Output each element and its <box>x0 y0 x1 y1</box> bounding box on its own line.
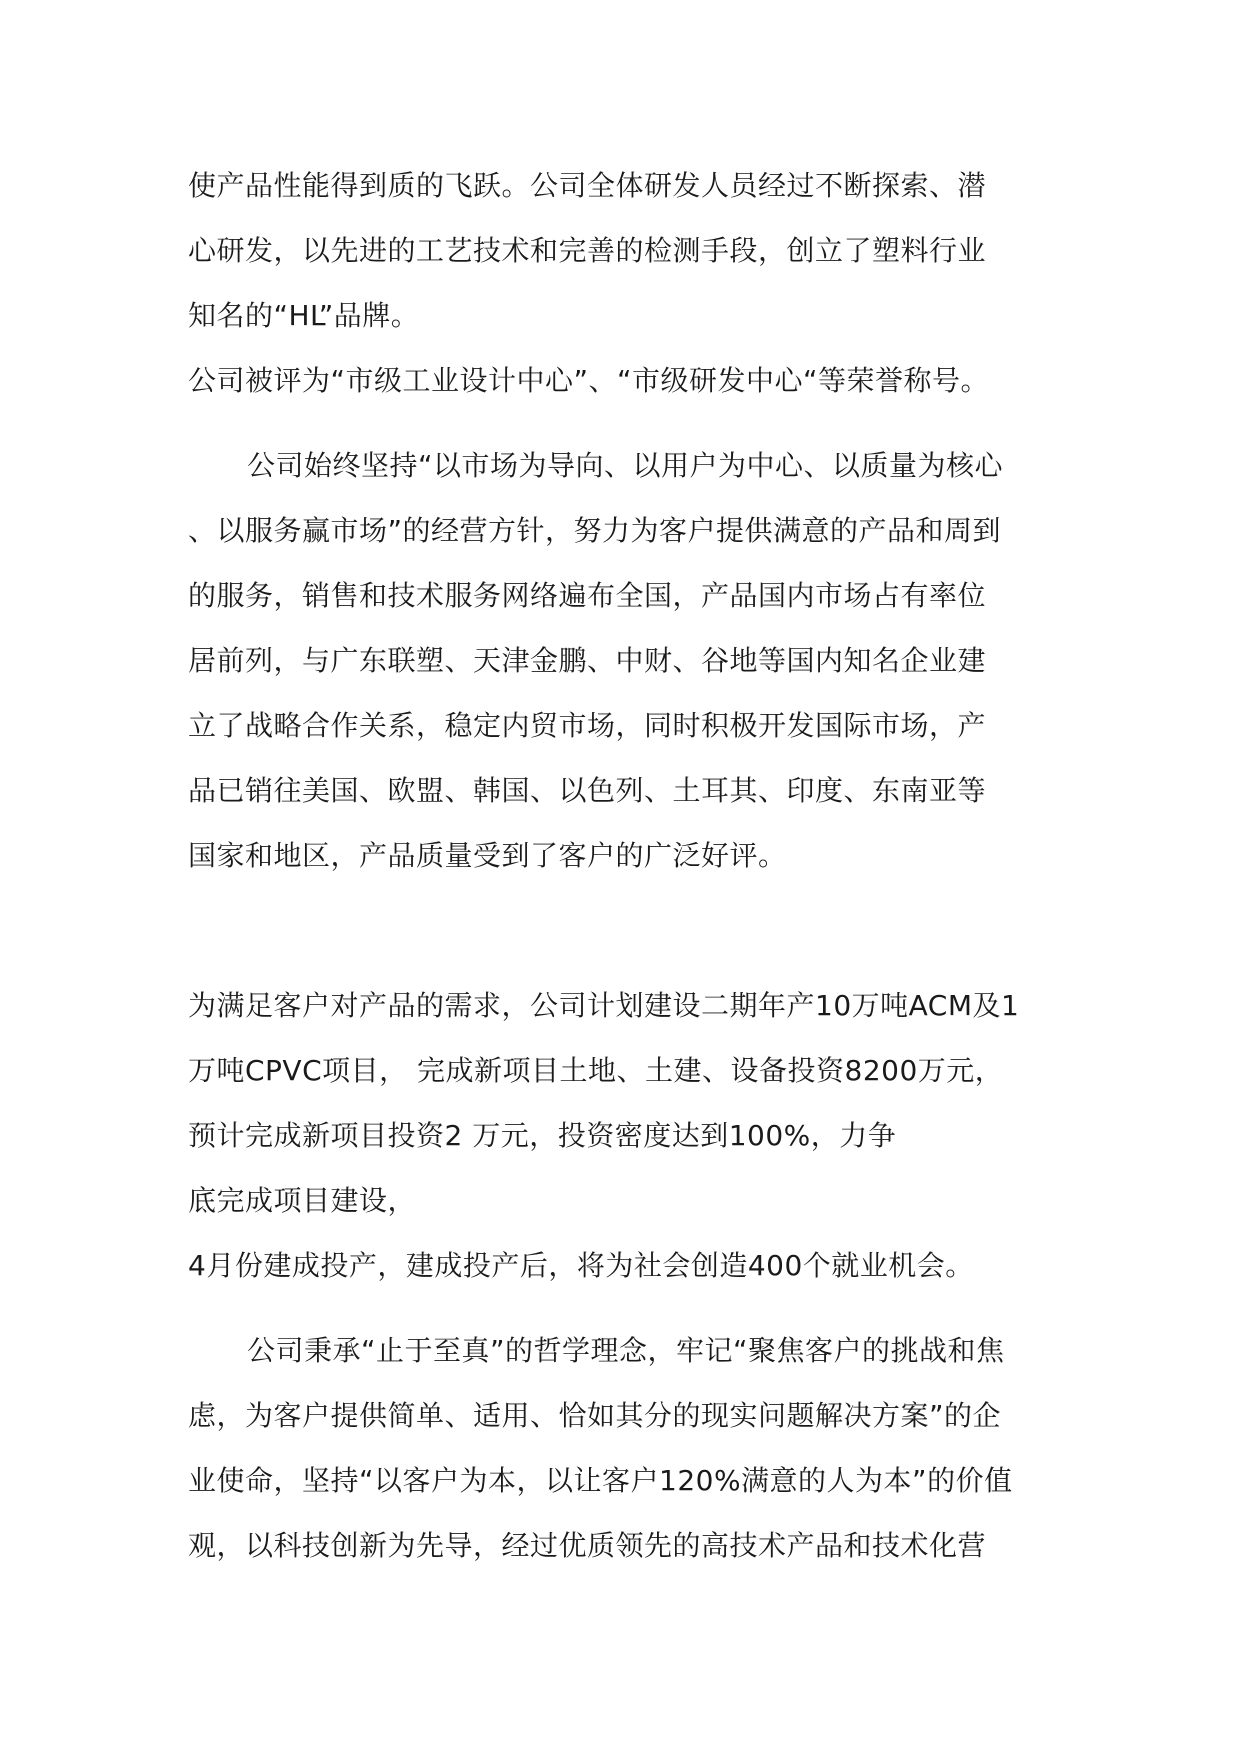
text-line-18: 虑，为客户提供简单、适用、恰如其分的现实问题解决方案”的企 <box>188 1399 1002 1432</box>
text-line-10: 品已销往美国、欧盟、韩国、以色列、土耳其、印度、东南亚等 <box>188 774 987 807</box>
text-line-11: 国家和地区，产品质量受到了客户的广泛好评。 <box>188 839 787 872</box>
text-line-16: 4月份建成投产，建成投产后，将为社会创造400个就业机会。 <box>188 1249 974 1282</box>
text-line-19: 业使命，坚持“以客户为本，以让客户120%满意的人为本”的价值 <box>188 1464 1013 1497</box>
text-line-8: 居前列，与广东联塑、天津金鹏、中财、谷地等国内知名企业建 <box>188 644 987 677</box>
text-line-17: 公司秉承“止于至真”的哲学理念，牢记“聚焦客户的挑战和焦 <box>247 1334 1005 1367</box>
text-line-9: 立了战略合作关系，稳定内贸市场，同时积极开发国际市场，产 <box>188 709 987 742</box>
text-line-2: 心研发，以先进的工艺技术和完善的检测手段，创立了塑料行业 <box>188 234 987 267</box>
text-line-6: 、以服务赢市场”的经营方针，努力为客户提供满意的产品和周到 <box>188 514 1002 547</box>
text-line-5: 公司始终坚持“以市场为导向、以用户为中心、以质量为核心 <box>247 449 1004 482</box>
text-line-13: 万吨CPVC项目， 完成新项目土地、土建、设备投资8200万元， <box>188 1054 1004 1087</box>
text-line-20: 观，以科技创新为先导，经过优质领先的高技术产品和技术化营 <box>188 1529 987 1562</box>
text-line-12: 为满足客户对产品的需求，公司计划建设二期年产10万吨ACM及1 <box>188 989 1020 1022</box>
text-line-7: 的服务，销售和技术服务网络遍布全国，产品国内市场占有率位 <box>188 579 987 612</box>
text-line-3: 知名的“HL”品牌。 <box>188 299 420 332</box>
text-line-1: 使产品性能得到质的飞跃。公司全体研发人员经过不断探索、潜 <box>188 169 987 202</box>
text-line-14: 预计完成新项目投资2 万元，投资密度达到100%，力争 <box>188 1119 897 1152</box>
text-line-4: 公司被评为“市级工业设计中心”、“市级研发中心“等荣誉称号。 <box>188 364 990 397</box>
text-line-15: 底完成项目建设， <box>188 1184 417 1217</box>
